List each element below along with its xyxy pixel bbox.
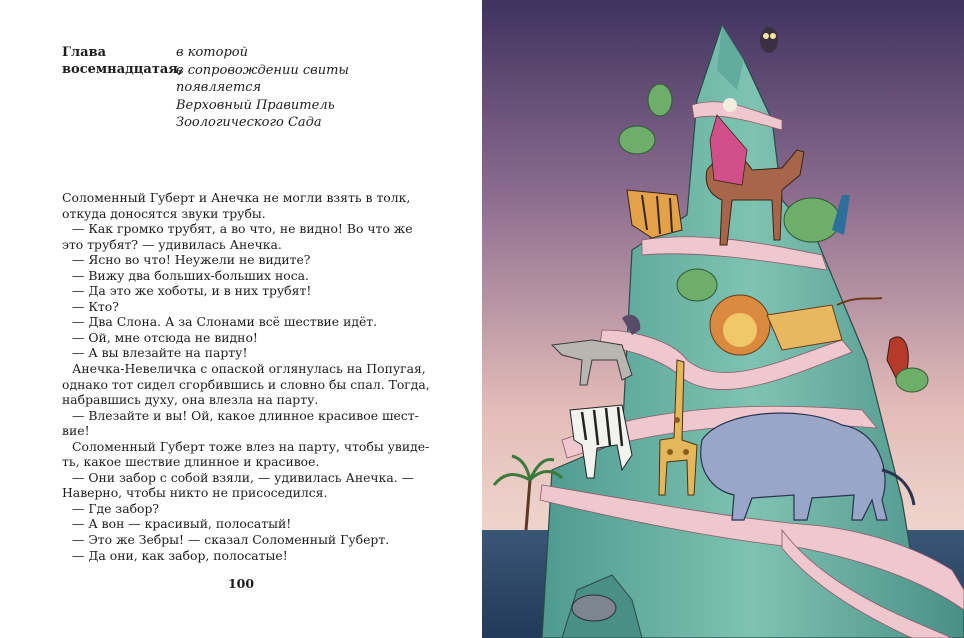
body-line: Соломенный Губерт и Анечка не могли взять в толк, — [62, 190, 411, 205]
body-line: Анечка-Невеличка с опаской оглянулась на Попугая, — [72, 361, 426, 377]
chapter-label-line: Глава — [62, 45, 107, 60]
body-line: однако тот сидел сгорбившись и словно бы спал. Тогда, — [62, 376, 430, 392]
body-line: откуда доносятся звуки трубы. — [62, 205, 266, 221]
body-line: это трубят? — удивилась Анечка. — [62, 236, 282, 252]
animal-mountain-illustration — [482, 0, 964, 638]
body-line: — Да это же хоботы, и в них трубят! — [72, 283, 312, 299]
body-line: — Ой, мне отсюда не видно! — [72, 329, 258, 345]
body-line: — А вон — красивый, полосатый! — [72, 516, 292, 532]
chapter-heading — [62, 44, 392, 134]
chapter-subtitle — [176, 44, 396, 132]
hippo-icon — [572, 595, 616, 621]
body-line: Наверно, чтобы никто не присоседился. — [62, 485, 328, 501]
body-line: — Они забор с собой взяли, — удивилась Анечка. — — [72, 469, 415, 485]
body-line: — Как громко трубят, а во что, не видно! Во что же — [72, 221, 413, 237]
chapter-subtitle-line: Зоологического Сада — [176, 115, 322, 130]
body-line: — Влезайте и вы! Ой, какое длинное красивое шест- — [72, 407, 419, 423]
body-line: вие! — [62, 423, 90, 439]
chapter-subtitle-line: появляется — [176, 80, 262, 95]
body-line: — Да они, как забор, полосатые! — [72, 547, 288, 563]
body-line: — Кто? — [72, 298, 119, 314]
chapter-label — [62, 44, 183, 78]
illustration-page — [482, 0, 964, 638]
body-text — [62, 190, 430, 563]
body-line: — Два Слона. А за Слонами всё шествие идёт. — [72, 314, 378, 330]
body-line: — Вижу два больших-больших носа. — [72, 267, 309, 283]
body-line: — Это же Зебры! — сказал Соломенный Губерт. — [72, 532, 390, 548]
body-line: набравшись духу, она влезла на парту. — [62, 392, 319, 408]
page-number: 100 — [227, 576, 255, 591]
owl-icon — [760, 27, 778, 53]
chapter-subtitle-line: в сопровождении свиты — [176, 62, 350, 78]
body-line: ть, какое шествие длинное и красивое. — [62, 454, 320, 470]
body-line: — А вы влезайте на парту! — [72, 345, 248, 361]
body-line: — Ясно во что! Неужели не видите? — [72, 252, 311, 268]
body-line: — Где забор? — [72, 500, 160, 516]
chapter-subtitle-line: Верховный Правитель — [176, 97, 335, 113]
chapter-label-line: восемнадцатая, — [62, 62, 183, 77]
chapter-subtitle-line: в которой — [176, 45, 248, 60]
body-line: Соломенный Губерт тоже влез на парту, чтобы увиде- — [72, 438, 430, 454]
